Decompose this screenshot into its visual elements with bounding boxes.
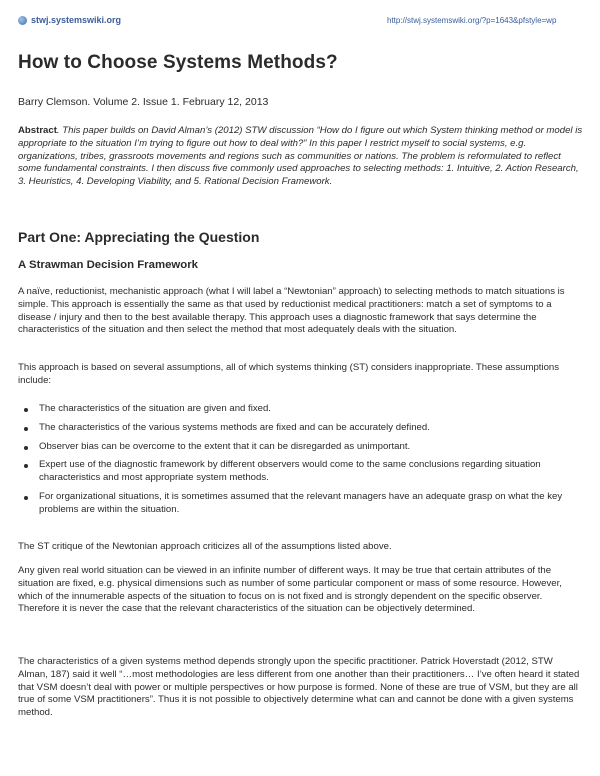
- paragraph-real-world: Any given real world situation can be viewed in an infinite number of different ways. It may be true that certain attributes of the situation are fixed, e.g. physical dimensions such as number of some particular component or mass of some resource. However, which of the innumerable aspects of the situation to focus on is not fixed and is strongly dependent on the specific observer. Therefore it is never the case that the relevant characteristics of the situation can be objectively determined.: [18, 565, 562, 615]
- bullet-icon: [24, 464, 28, 468]
- abstract-label: Abstract: [18, 125, 57, 136]
- list-item-text: The characteristics of the situation are given and fixed.: [39, 403, 271, 414]
- site-link[interactable]: [18, 15, 121, 25]
- paragraph-assumptions: This approach is based on several assumptions, all of which systems thinking (ST) considers inappropriate. These assumptions include:: [18, 362, 560, 386]
- globe-icon: [18, 16, 27, 25]
- abstract-text: . This paper builds on David Alman’s (2012) STW discussion “How do I figure out which System thinking method or model is appropriate to the situation I’m trying to figure out how to deal with?” In this paper I restrict myself to social systems, e.g. organizations, tribes, grassroots movements and regions such as communities or nations. The problem is reformulated to reflect some fundamental constraints. I then discuss five commonly used approaches to selecting methods: 1. Intuitive, 2. Action Research, 3. Heuristics, 4. Developing Viability, and 5. Rational Decision Framework.: [18, 125, 583, 188]
- site-name[interactable]: stwj.systemswiki.org: [31, 15, 122, 25]
- bullet-icon: [24, 427, 28, 431]
- list-item-text: For organizational situations, it is sometimes assumed that the relevant managers have an adequate grasp on what the key problems are within the situation.: [39, 490, 563, 515]
- bullet-icon: [24, 408, 28, 412]
- bullet-icon: [24, 446, 28, 450]
- assumptions-list: [18, 403, 578, 523]
- list-item: [18, 491, 578, 517]
- list-item: [18, 459, 578, 485]
- page-url[interactable]: http://stwj.systemswiki.org/?p=1643&pfstyle=wp: [387, 16, 557, 25]
- paragraph-critique: The ST critique of the Newtonian approach criticizes all of the assumptions listed above.: [18, 541, 392, 552]
- list-item: [18, 403, 578, 416]
- list-item-text: The characteristics of the various systems methods are fixed and can be accurately defined.: [39, 421, 430, 433]
- paragraph-intro: A naïve, reductionist, mechanistic approach (what I will label a “Newtonian” approach) to selecting methods to match situations is simple. This approach is essentially the same as that used by reductionist medical practitioners: match a set of symptoms to a disease / injury and then to the best available therapy. This approach uses a diagnostic framework that says determine the characteristics of the situation and then select the method that most adequately deals with the situation.: [18, 286, 565, 336]
- byline: Barry Clemson. Volume 2. Issue 1. February 12, 2013: [18, 96, 269, 108]
- paragraph-practitioner: The characteristics of a given systems method depends strongly upon the specific practitioner. Patrick Hoverstadt (2012, STW Alman, 187) said it well “…most methodologies are less different from one another than their practitioners… I’ve often heard it stated that VSM doesn’t deal with power or multiple perspectives or how purpose is formed. None of these are true of VSM, but they are all true of some VSM practitioners”. Thus it is not possible to objectively determine what can and cannot be done with a given systems method.: [18, 656, 580, 719]
- part-heading: Part One: Appreciating the Question: [18, 229, 260, 245]
- section-heading: A Strawman Decision Framework: [18, 259, 198, 271]
- list-item-text: Observer bias can be overcome to the extent that it can be disregarded as unimportant.: [39, 440, 411, 452]
- list-item: [18, 441, 578, 454]
- page-title: How to Choose Systems Methods?: [18, 52, 338, 73]
- bullet-icon: [24, 496, 28, 500]
- list-item-text: Expert use of the diagnostic framework by different observers would come to the same conclusions regarding situation characteristics and most appropriate system methods.: [39, 459, 541, 484]
- print-header: [0, 14, 600, 30]
- abstract: [18, 125, 584, 189]
- list-item: [18, 422, 578, 435]
